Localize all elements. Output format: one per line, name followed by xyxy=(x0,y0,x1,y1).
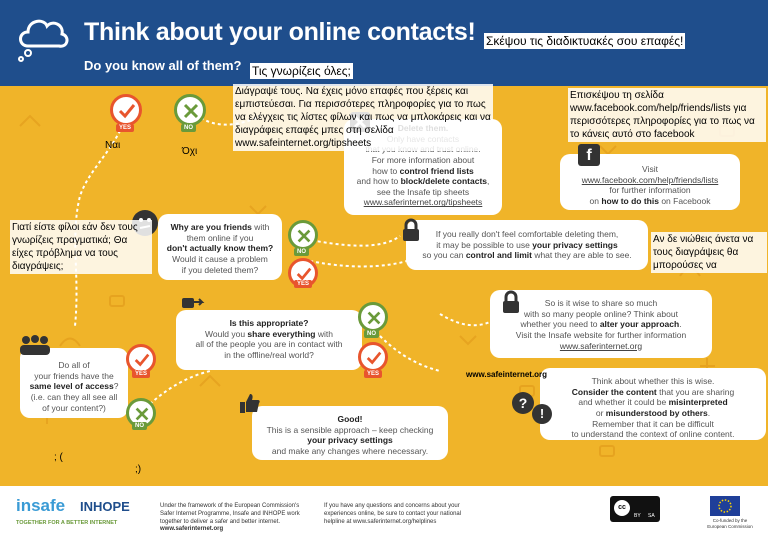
wink-emoticon: ;) xyxy=(135,464,142,475)
yes-label-why: YES xyxy=(294,280,312,288)
insafe-logo-text: insafe xyxy=(16,496,66,515)
question-mark-icon: ? xyxy=(512,392,534,414)
content-line: Remember that it can be difficult xyxy=(592,418,714,429)
check-icon xyxy=(365,349,383,367)
access-bubble xyxy=(20,348,128,418)
yes-circle-appropriate xyxy=(358,342,388,372)
why-line: Would it cause a problem xyxy=(172,253,268,264)
footer-helpline-text: If you have any questions and concerns about your experiences online, be sure to contact your national helpline at www.saferinternet.org/helplines xyxy=(324,503,484,526)
delete-line: For more information about xyxy=(371,154,475,165)
delete-line: see the Insafe tip sheets xyxy=(376,186,470,197)
facebook-line: for further information xyxy=(609,185,691,196)
no-label-top: NO xyxy=(181,124,196,132)
control-line: so you can control and limit what they are able to see. xyxy=(422,250,632,261)
cross-icon xyxy=(133,405,151,423)
appropriate-bubble xyxy=(176,310,362,370)
delete-line: how to control friend lists xyxy=(372,165,474,176)
access-line: same level of access? xyxy=(29,381,119,392)
check-icon xyxy=(117,101,137,121)
wise-link[interactable]: www.saferinternet.org xyxy=(559,340,643,351)
no-circle-top xyxy=(174,94,206,126)
speech-cloud-icon xyxy=(14,12,70,62)
control-bubble xyxy=(406,220,648,270)
content-line: Think about whether this is wise. xyxy=(591,376,715,386)
footer-helpline-link[interactable]: helpline at www.saferinternet.org/helplines xyxy=(324,518,437,525)
control-line: it may be possible to use your privacy settings xyxy=(436,239,618,250)
cc-icon: cc xyxy=(614,500,630,516)
eu-caption: Co-funded by the European Commission xyxy=(707,518,753,529)
sad-emoticon: ; ( xyxy=(54,452,63,463)
content-line: and whether it could be misinterpreted xyxy=(578,397,728,408)
insafe-inhope-logo xyxy=(14,496,146,532)
good-line: This is a sensible approach – keep checking xyxy=(266,424,434,435)
why-line: Why are you friends with xyxy=(170,222,270,232)
wise-line: So is it wise to share so much xyxy=(544,298,658,308)
access-line: your friends have the xyxy=(34,370,114,381)
title-translation: Σκέψου τις διαδικτυακές σου επαφές! xyxy=(486,34,684,48)
yes-label-top: YES xyxy=(116,124,134,132)
cross-icon xyxy=(181,101,201,121)
yes-label-access: YES xyxy=(132,370,150,378)
why-line: don't actually know them? xyxy=(166,243,274,254)
delete-line: and how to block/delete contacts, xyxy=(356,176,490,187)
content-line: to understand the context of online content. xyxy=(571,429,735,440)
access-line: of your content?) xyxy=(42,402,106,413)
thumbs-up-icon xyxy=(238,392,262,416)
why-line: if you deleted them? xyxy=(181,264,259,275)
footer xyxy=(0,486,768,543)
good-line: your privacy settings xyxy=(307,435,393,446)
why-bubble xyxy=(158,214,282,280)
footer-safeinternet-link[interactable]: www.saferinternet.org xyxy=(160,526,224,533)
eu-stars-icon xyxy=(710,496,740,516)
delete-translation: Διάγραψέ τους. Να έχεις μόνο επαφές που ξέρεις και εμπιστεύεσαι. Για περισσότερες πληροφορίες για το πως να ελέγχεις τις λίστες φίλων και πως να μπλοκάρεις και να διαγράφεις επαφές μπες στη σελίδα www.safeinternet.org/tipsheets xyxy=(233,84,493,151)
content-line: or misunderstood by others. xyxy=(595,407,711,418)
good-bubble xyxy=(252,406,448,460)
wise-line: whether you need to alter your approach. xyxy=(520,319,682,330)
no-translation: Όχι xyxy=(182,146,198,157)
yes-translation: Ναι xyxy=(105,140,121,151)
footer-framework-text: Under the framework of the European Commission's Safer Internet Programme, Insafe and INHOPE work together to deliver a safer and better internet. www.saferinternet.org xyxy=(160,503,320,534)
no-label-why: NO xyxy=(294,248,309,256)
wise-line: with so many people online? Think about xyxy=(524,308,678,319)
subtitle-translation: Τις γνωρίζεις όλες; xyxy=(252,64,351,78)
page-title: Think about your online contacts! xyxy=(84,18,476,46)
check-icon xyxy=(133,351,151,369)
facebook-line: Visit xyxy=(642,164,658,174)
wise-line: Visit the Insafe website for further information xyxy=(515,329,687,340)
appropriate-title: Is this appropriate? xyxy=(229,318,309,328)
logo-tagline: TOGETHER FOR A BETTER INTERNET xyxy=(16,520,118,526)
content-bubble xyxy=(540,368,766,440)
appropriate-line: all of the people you are in contact with xyxy=(195,339,343,350)
share-hand-icon xyxy=(180,292,206,314)
appropriate-line: in the offline/real world? xyxy=(224,349,314,360)
facebook-line: on how to do this on Facebook xyxy=(589,195,711,206)
inhope-logo-text: INHOPE xyxy=(80,499,130,514)
why-line: them online if you xyxy=(186,232,254,243)
no-label-access: NO xyxy=(132,422,147,430)
yes-label-appropriate: YES xyxy=(364,370,382,378)
page-subtitle: Do you know all of them? xyxy=(84,58,242,73)
padlock-icon xyxy=(500,290,522,314)
why-translation: Γιατί είστε φίλοι εάν δεν τους γνωρίζεις πραγματικά; Θα είχες πρόβλημα να τους διαγράψεις; xyxy=(10,220,152,274)
safeinternet-link[interactable]: www.safeinternet.org xyxy=(466,370,548,379)
no-label-appropriate: NO xyxy=(364,330,379,338)
good-title: Good! xyxy=(337,414,363,424)
people-group-icon xyxy=(18,334,52,358)
cc-sa-label: SA xyxy=(648,513,655,519)
facebook-translation: Επισκέψου τη σελίδα www.facebook.com/help/friends/lists για περισσότερες πληροφορίες για το πως να το κάνεις αυτό στο facebook xyxy=(568,88,766,142)
facebook-link[interactable]: www.facebook.com/help/friends/lists xyxy=(581,174,719,185)
eu-flag-logo xyxy=(710,496,740,516)
uncomfortable-translation: Αν δε νιώθεις άνετα να τους διαγράψεις θα μπορούσες να xyxy=(651,232,767,273)
no-circle-why xyxy=(288,220,318,250)
control-line: If you really don't feel comfortable deleting them, xyxy=(435,229,619,239)
content-line: Consider the content that you are sharing xyxy=(571,386,735,397)
exclamation-icon: ! xyxy=(532,404,552,424)
cross-icon xyxy=(365,309,383,327)
wise-bubble xyxy=(490,290,712,358)
no-circle-appropriate xyxy=(358,302,388,332)
appropriate-line: Would you share everything with xyxy=(205,328,333,339)
cc-by-label: BY xyxy=(634,513,641,519)
yes-circle-top xyxy=(110,94,142,126)
facebook-icon: f xyxy=(578,144,600,166)
creative-commons-badge xyxy=(610,496,660,522)
padlock-icon xyxy=(400,218,422,242)
access-line: (i.e. can they all see all xyxy=(30,391,118,402)
access-line: Do all of xyxy=(58,360,90,370)
tipsheets-link[interactable]: www.saferinternet.org/tipsheets xyxy=(363,197,483,208)
good-line: and make any changes where necessary. xyxy=(271,445,429,456)
cross-icon xyxy=(295,227,313,245)
